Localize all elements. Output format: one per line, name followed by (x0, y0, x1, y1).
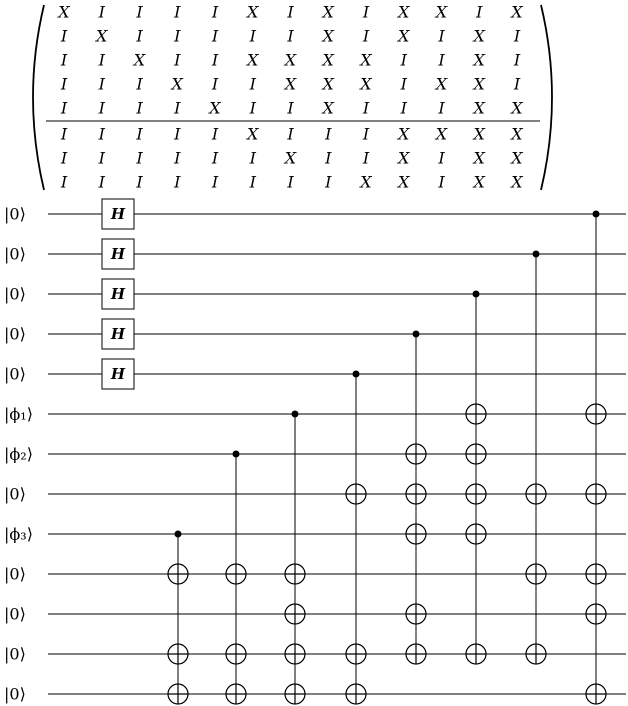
matrix-cell: I (211, 148, 219, 168)
matrix-cell: X (398, 26, 410, 46)
matrix-cell: I (287, 172, 294, 192)
matrix-cell: X (322, 74, 334, 94)
cnot-target (406, 604, 426, 624)
cnot-target (466, 444, 486, 464)
wire-label: |0⟩ (4, 604, 26, 624)
cnot-target (346, 644, 366, 664)
matrix-cell: I (98, 74, 105, 94)
stabilizer-matrix (33, 3, 552, 192)
cnot-target (346, 684, 366, 704)
hadamard-gate (102, 199, 134, 229)
matrix-cell: I (287, 124, 294, 144)
matrix-cell: X (398, 2, 410, 22)
matrix-cell: I (400, 50, 407, 70)
matrix-cell: I (211, 50, 219, 70)
cnot-target (285, 564, 305, 584)
matrix-cell: I (136, 74, 143, 94)
cnot-target (285, 604, 305, 624)
cnot-gates (168, 211, 606, 705)
cnot-target (226, 644, 246, 664)
cnot-target (285, 644, 305, 664)
matrix-cell: X (322, 50, 334, 70)
matrix-cell: I (174, 98, 181, 118)
cnot-target (168, 684, 188, 704)
matrix-cell: I (136, 148, 143, 168)
cnot-target (586, 484, 606, 504)
matrix-cell: X (511, 2, 523, 22)
matrix-cell: I (400, 74, 407, 94)
control-dot (175, 531, 182, 538)
matrix-cell: I (325, 148, 332, 168)
matrix-cell: I (513, 50, 521, 70)
matrix-cell: I (211, 26, 219, 46)
matrix-cell: I (476, 2, 483, 22)
matrix-cell: X (435, 124, 448, 144)
matrix-cell: I (136, 2, 143, 22)
matrix-cell: I (174, 2, 181, 22)
cnot-target (406, 444, 426, 464)
hadamard-label: H (110, 205, 126, 223)
wire-label: |0⟩ (4, 484, 26, 504)
matrix-cell: X (473, 74, 485, 94)
matrix-cell: X (247, 124, 259, 144)
matrix-cell: I (400, 98, 407, 118)
matrix-cell: I (438, 50, 445, 70)
matrix-cell: I (211, 74, 219, 94)
control-dot (353, 371, 360, 378)
matrix-cell: X (284, 148, 297, 168)
matrix-cell: X (511, 148, 523, 168)
matrix-cell: I (60, 50, 68, 70)
matrix-cell: I (174, 172, 181, 192)
cnot-target (466, 524, 486, 544)
matrix-cell: I (136, 124, 143, 144)
matrix-cell: I (211, 2, 219, 22)
matrix-cell: X (360, 74, 372, 94)
matrix-cell: I (60, 74, 68, 94)
matrix-cell: X (209, 98, 221, 118)
cnot-target (168, 644, 188, 664)
control-dot (292, 411, 299, 418)
matrix-cell: I (362, 2, 370, 22)
cnot-target (586, 404, 606, 424)
wire-label: |0⟩ (4, 644, 26, 664)
circuit-wires (4, 205, 626, 704)
matrix-cell: I (98, 172, 105, 192)
wire-label: |0⟩ (4, 284, 26, 304)
matrix-cell: X (247, 2, 259, 22)
matrix-cell: I (60, 172, 68, 192)
matrix-cell: I (249, 98, 256, 118)
matrix-cell: X (322, 2, 334, 22)
matrix-cell: X (360, 172, 372, 192)
cnot-target (226, 684, 246, 704)
wire-label: |0⟩ (4, 324, 26, 344)
matrix-cell: X (473, 98, 485, 118)
cnot-target (586, 684, 606, 704)
cnot-target (406, 484, 426, 504)
matrix-cell: I (438, 172, 445, 192)
matrix-cell: I (287, 26, 294, 46)
hadamard-label: H (110, 285, 126, 303)
hadamard-gate (102, 319, 134, 349)
matrix-cell: X (284, 50, 297, 70)
matrix-cell: X (322, 98, 334, 118)
cnot-target (586, 604, 606, 624)
matrix-cell: I (98, 50, 105, 70)
matrix-cell: I (287, 2, 294, 22)
cnot-target (466, 484, 486, 504)
matrix-cell: I (249, 172, 256, 192)
matrix-cell: X (322, 26, 334, 46)
wire-label: |0⟩ (4, 564, 26, 584)
matrix-cell: X (435, 74, 448, 94)
cnot-target (168, 564, 188, 584)
matrix-right-parenthesis (541, 5, 552, 190)
cnot-target (285, 684, 305, 704)
matrix-cell: I (136, 172, 143, 192)
hadamard-gate (102, 279, 134, 309)
hadamard-gates (102, 199, 134, 389)
matrix-cell: X (473, 26, 485, 46)
hadamard-gate (102, 359, 134, 389)
matrix-cell: X (473, 50, 485, 70)
matrix-cell: I (513, 74, 521, 94)
matrix-cell: X (171, 74, 183, 94)
cnot-target (526, 644, 546, 664)
matrix-cell: I (136, 98, 143, 118)
matrix-cell: I (249, 26, 256, 46)
hadamard-label: H (110, 365, 126, 383)
control-dot (233, 451, 240, 458)
matrix-cell: I (249, 148, 256, 168)
cnot-target (346, 484, 366, 504)
matrix-cell: I (60, 26, 68, 46)
matrix-cell: X (96, 26, 108, 46)
cnot-target (406, 644, 426, 664)
control-dot (593, 211, 600, 218)
matrix-cell: I (98, 124, 105, 144)
matrix-cell: I (438, 148, 445, 168)
cnot-target (466, 644, 486, 664)
matrix-cell: I (174, 148, 181, 168)
cnot-target (226, 564, 246, 584)
matrix-cell: I (362, 26, 370, 46)
matrix-cell: I (287, 98, 294, 118)
wire-label: |ϕ₂⟩ (4, 444, 33, 464)
matrix-cell: X (247, 50, 259, 70)
matrix-cell: I (174, 50, 181, 70)
matrix-cell: X (473, 172, 485, 192)
cnot-target (526, 564, 546, 584)
control-dot (533, 251, 540, 258)
matrix-cell: X (473, 124, 485, 144)
matrix-cell: X (133, 50, 146, 70)
wire-label: |0⟩ (4, 364, 26, 384)
wire-label: |ϕ₁⟩ (4, 404, 33, 424)
matrix-cell: I (438, 98, 445, 118)
matrix-cell: X (435, 2, 448, 22)
matrix-cell: I (174, 26, 181, 46)
hadamard-label: H (110, 325, 126, 343)
matrix-cell: X (284, 74, 297, 94)
matrix-cell: I (362, 98, 370, 118)
hadamard-label: H (110, 245, 126, 263)
cnot-target (526, 484, 546, 504)
matrix-cell: I (211, 172, 219, 192)
matrix-cell: I (249, 74, 256, 94)
matrix-cell: I (98, 2, 105, 22)
matrix-cell: X (511, 124, 523, 144)
matrix-cell: I (60, 148, 68, 168)
matrix-cell: I (98, 148, 105, 168)
matrix-cell: X (473, 148, 485, 168)
matrix-cell: I (513, 26, 521, 46)
matrix-cell: X (511, 98, 523, 118)
matrix-cell: I (98, 98, 105, 118)
control-dot (473, 291, 480, 298)
hadamard-gate (102, 239, 134, 269)
matrix-cell: X (398, 172, 410, 192)
matrix-cell: I (325, 124, 332, 144)
matrix-cell: X (58, 2, 70, 22)
cnot-target (586, 564, 606, 584)
matrix-cell: I (60, 124, 68, 144)
matrix-cell: I (136, 26, 143, 46)
control-dot (413, 331, 420, 338)
matrix-cell: X (511, 172, 523, 192)
cnot-target (466, 404, 486, 424)
matrix-cell: I (325, 172, 332, 192)
matrix-cell: I (362, 124, 370, 144)
wire-label: |ϕ₃⟩ (4, 524, 33, 544)
wire-label: |0⟩ (4, 244, 26, 264)
matrix-cell: I (362, 148, 370, 168)
matrix-left-parenthesis (33, 5, 44, 190)
matrix-cell: X (360, 50, 372, 70)
wire-label: |0⟩ (4, 204, 26, 224)
cnot-target (406, 524, 426, 544)
wire-label: |0⟩ (4, 684, 26, 704)
matrix-cell: X (398, 124, 410, 144)
matrix-cell: I (438, 26, 445, 46)
matrix-cell: I (211, 124, 219, 144)
matrix-cell: I (174, 124, 181, 144)
matrix-cell: I (60, 98, 68, 118)
matrix-cell: X (398, 148, 410, 168)
